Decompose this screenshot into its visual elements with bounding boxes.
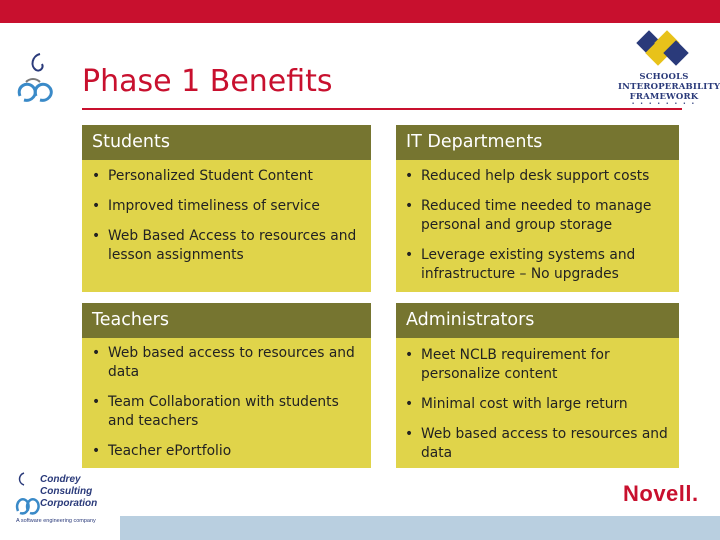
sif-logo-text [618, 72, 720, 102]
list-item: • Meet NCLB requirement for personalize content [403, 346, 673, 384]
list-item: • Team Collaboration with students and teachers [90, 393, 365, 431]
list-item: • Web based access to resources and data [403, 425, 673, 463]
company-tagline: A software engineering company [16, 518, 96, 524]
list-item: • Web based access to resources and data [90, 344, 365, 382]
list-item: • Web Based Access to resources and lesson assignments [90, 227, 365, 265]
novell-logo: Novell. [623, 481, 699, 506]
sif-dots: • • • • • • • • [631, 101, 697, 107]
company-line-3: Corporation [40, 498, 98, 509]
list-item: • Reduced time needed to manage personal and group storage [403, 197, 673, 235]
list-item: • Improved timeliness of service [90, 197, 365, 216]
sif-line-3: FRAMEWORK [629, 92, 699, 102]
condrey-c-logo-icon [14, 52, 62, 106]
list-item: • Minimal cost with large return [403, 395, 673, 414]
list-item: • Reduced help desk support costs [403, 167, 673, 186]
students-list [90, 167, 365, 276]
top-red-bar [0, 0, 720, 23]
list-item: • Leverage existing systems and infrastructure – No upgrades [403, 246, 673, 284]
it-list [403, 167, 673, 295]
it-header: IT Departments [396, 125, 679, 160]
list-item: • Teacher ePortfolio [90, 442, 365, 461]
students-header: Students [82, 125, 371, 160]
company-line-2: Consulting [40, 486, 93, 497]
admins-list [403, 346, 673, 474]
company-line-1: Condrey [40, 474, 81, 485]
sif-line-2: INTEROPERABILITY [618, 82, 720, 92]
condrey-consulting-logo-icon [14, 471, 124, 527]
teachers-list [90, 344, 365, 472]
list-item: • Personalized Student Content [90, 167, 365, 186]
slide-title: Phase 1 Benefits [82, 64, 333, 99]
sif-line-1: SCHOOLS [639, 72, 689, 82]
bottom-blue-bar [120, 516, 720, 540]
teachers-header: Teachers [82, 303, 371, 338]
title-divider [82, 108, 682, 110]
admins-header: Administrators [396, 303, 679, 338]
